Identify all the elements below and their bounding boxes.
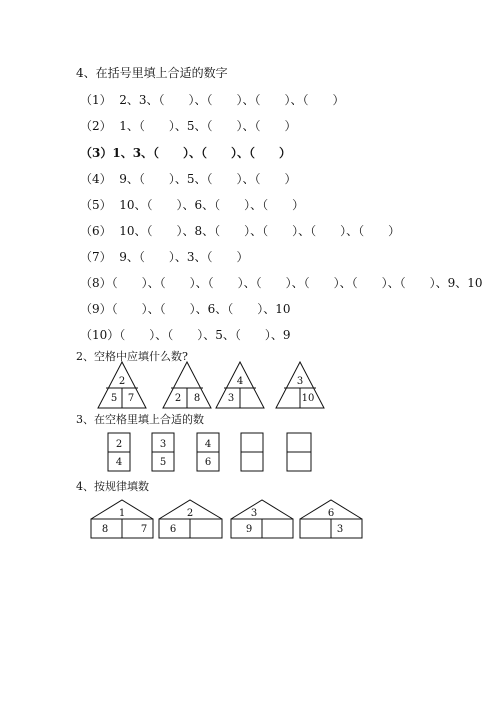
box-3-top: 4 — [204, 439, 212, 450]
section4-title: 4、按规律填数 — [76, 480, 149, 493]
box-3 — [197, 433, 219, 471]
box-2-bottom: 5 — [159, 457, 167, 468]
house-1 — [91, 500, 153, 538]
house-3-top: 3 — [250, 508, 258, 519]
house-4-top: 6 — [327, 508, 335, 519]
triangle-1-right: 7 — [127, 393, 135, 404]
box-3-bottom: 6 — [204, 457, 212, 468]
box-4 — [241, 433, 263, 471]
triangle-2-right: 8 — [193, 393, 201, 404]
box-1-top: 2 — [115, 439, 123, 450]
house-3 — [231, 500, 293, 538]
row-2: （2） 1、（ ）、5、（ ）、（ ） — [80, 119, 297, 133]
section3-title: 3、在空格里填上合适的数 — [76, 413, 204, 426]
row-5: （5） 10、（ ）、6、（ ）、（ ） — [80, 198, 305, 212]
row-1: （1） 2、3、（ ）、（ ）、（ ）、（ ） — [80, 93, 345, 107]
house-1-left: 8 — [101, 524, 109, 535]
section1-title: 4、在括号里填上合适的数字 — [76, 66, 228, 80]
box-1-bottom: 4 — [115, 457, 123, 468]
triangle-1 — [98, 362, 146, 408]
triangle-2-left: 2 — [174, 393, 182, 404]
row-4: （4） 9、（ ）、5、（ ）、（ ） — [80, 172, 297, 186]
triangle-3 — [216, 362, 264, 408]
row-7: （7） 9、（ ）、3、（ ） — [80, 250, 249, 264]
row-3: （3）1、3、（ ）、（ ）、（ ） — [80, 146, 292, 160]
house-2 — [159, 500, 222, 538]
box-2 — [152, 433, 174, 471]
house-3-left: 9 — [245, 524, 253, 535]
house-2-left: 6 — [169, 524, 177, 535]
row-6: （6） 10、（ ）、8、（ ）、（ ）、（ ）、（ ） — [80, 224, 401, 238]
house-4 — [300, 500, 362, 538]
house-2-top: 2 — [186, 508, 194, 519]
triangle-4-top: 3 — [296, 376, 304, 387]
triangle-3-left: 3 — [227, 393, 235, 404]
triangle-1-top: 2 — [118, 376, 126, 387]
box-5 — [287, 433, 311, 471]
row-10: （10）（ ）、（ ）、5、（ ）、9 — [80, 328, 291, 342]
house-4-right: 3 — [336, 524, 344, 535]
triangle-1-left: 5 — [110, 393, 118, 404]
box-2-top: 3 — [159, 439, 167, 450]
triangle-4 — [276, 362, 324, 408]
row-9: （9）（ ）、（ ）、6、（ ）、10 — [80, 302, 291, 316]
triangle-3-top: 4 — [236, 376, 244, 387]
box-1 — [108, 433, 130, 471]
house-1-top: 1 — [118, 508, 126, 519]
row-8: （8）（ ）、（ ）、（ ）、（ ）、（ ）、（ ）、（ ）、9、10 — [80, 276, 483, 290]
triangle-4-right: 10 — [301, 393, 315, 404]
house-1-right: 7 — [140, 524, 148, 535]
triangle-2 — [163, 362, 211, 408]
section2-title: 2、空格中应填什么数? — [76, 350, 188, 363]
